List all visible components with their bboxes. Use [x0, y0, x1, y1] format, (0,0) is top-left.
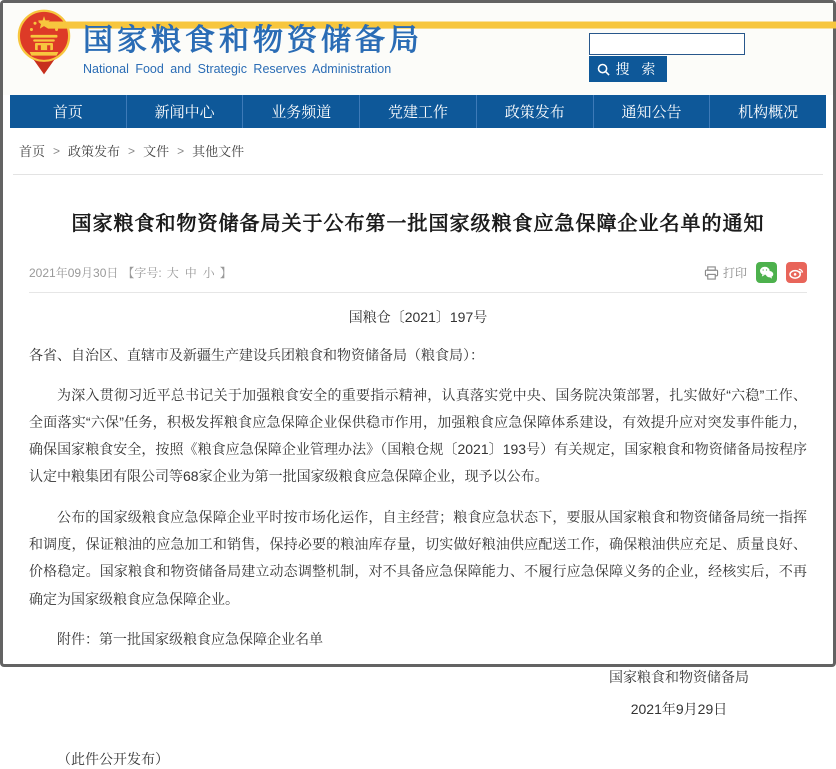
salutation: 各省、自治区、直辖市及新疆生产建设兵团粮食和物资储备局（粮食局）： — [29, 347, 484, 363]
document-number: 国粮仓〔2021〕197号 — [348, 309, 488, 325]
attachment-line: 附件：第一批国家级粮食应急保障企业名单 — [57, 630, 323, 647]
publish-date: 2021年09月30日 — [29, 266, 119, 280]
paragraph-2: 公布的国家级粮食应急保障企业平时按市场化运作，自主经营；粮食应急状态下，要服从国家粮食和物资储备局统一指挥和调度，保证粮油的应急加工和销售，保持必要的粮油库存量，切实做好粮油供应配送工作，确保粮油供应充足、质量良好、价格稳定。国家粮食和物资储备局建立动态调整机制，对不具备应急保障能力、不履行应急保障义务的企业，经核实后，不再确定为国家级粮食应急保障企业。 — [29, 508, 807, 607]
nav-item-news[interactable]: 新闻中心 — [126, 95, 243, 128]
site-brand — [83, 15, 423, 76]
wechat-icon — [759, 266, 774, 279]
breadcrumb-separator: > — [128, 143, 136, 158]
search-input[interactable] — [589, 33, 745, 55]
article-meta-row — [29, 262, 807, 283]
breadcrumb-home[interactable]: 首页 — [19, 144, 46, 159]
share-wechat-button[interactable] — [756, 262, 777, 283]
search-button-label: 搜 索 — [615, 61, 660, 77]
meta-divider — [29, 292, 807, 293]
font-size-prefix: 【字号: — [122, 266, 162, 280]
site-title-cn: 国家粮食和物资储备局 — [83, 24, 423, 57]
breadcrumb-separator: > — [53, 143, 61, 158]
public-release-note: （此件公开发布） — [57, 751, 169, 768]
font-size-suffix: 】 — [219, 266, 232, 280]
main-nav — [10, 95, 826, 128]
article-meta-right — [704, 262, 807, 283]
national-emblem-icon — [17, 8, 71, 83]
share-weibo-button[interactable] — [786, 262, 807, 283]
breadcrumb-policy[interactable]: 政策发布 — [68, 144, 121, 159]
print-button[interactable] — [704, 264, 747, 281]
article-title: 国家粮食和物资储备局关于公布第一批国家级粮食应急保障企业名单的通知 — [71, 213, 765, 235]
breadcrumb-files[interactable]: 文件 — [143, 144, 170, 159]
sign-date: 2021年9月29日 — [630, 701, 728, 718]
article-container — [13, 174, 823, 769]
font-size-medium[interactable]: 中 — [184, 266, 197, 280]
font-size-large[interactable]: 大 — [166, 266, 179, 280]
signer-name: 国家粮食和物资储备局 — [609, 668, 749, 685]
nav-item-about[interactable]: 机构概况 — [709, 95, 826, 128]
paragraph-1: 为深入贯彻习近平总书记关于加强粮食安全的重要指示精神，认真落实党中央、国务院决策部署，扎实做好“六稳”工作、全面落实“六保”任务，积极发挥粮食应急保障企业保供稳市作用，加强粮食应急保障体系建设，有效提升应对突发事件能力，确保国家粮食安全，按照《粮食应急保障企业管理办法》（国粮仓规〔2021〕193号）有关规定，国家粮食和物资储备局按程序认定中粮集团有限公司等68家企业为第一批国家级粮食应急保障企业，现予以公布。 — [29, 386, 807, 485]
breadcrumb-separator: > — [177, 143, 185, 158]
breadcrumb — [3, 128, 833, 170]
nav-item-notices[interactable]: 通知公告 — [593, 95, 710, 128]
article-meta-left — [29, 264, 232, 281]
site-header — [3, 3, 833, 95]
nav-item-business[interactable]: 业务频道 — [242, 95, 359, 128]
nav-item-policy[interactable]: 政策发布 — [476, 95, 593, 128]
font-size-small[interactable]: 小 — [202, 266, 215, 280]
weibo-icon — [789, 266, 804, 279]
nav-item-party[interactable]: 党建工作 — [359, 95, 476, 128]
site-title-en: National Food and Strategic Reserves Administration — [83, 62, 392, 76]
printer-icon — [704, 266, 719, 280]
search-button[interactable] — [589, 56, 667, 82]
signature-block — [609, 661, 749, 725]
nav-item-home[interactable]: 首页 — [52, 104, 83, 121]
search-icon — [597, 63, 610, 76]
breadcrumb-other-files[interactable]: 其他文件 — [192, 144, 245, 159]
signature-wrap — [29, 661, 807, 725]
print-label: 打印 — [722, 266, 747, 280]
